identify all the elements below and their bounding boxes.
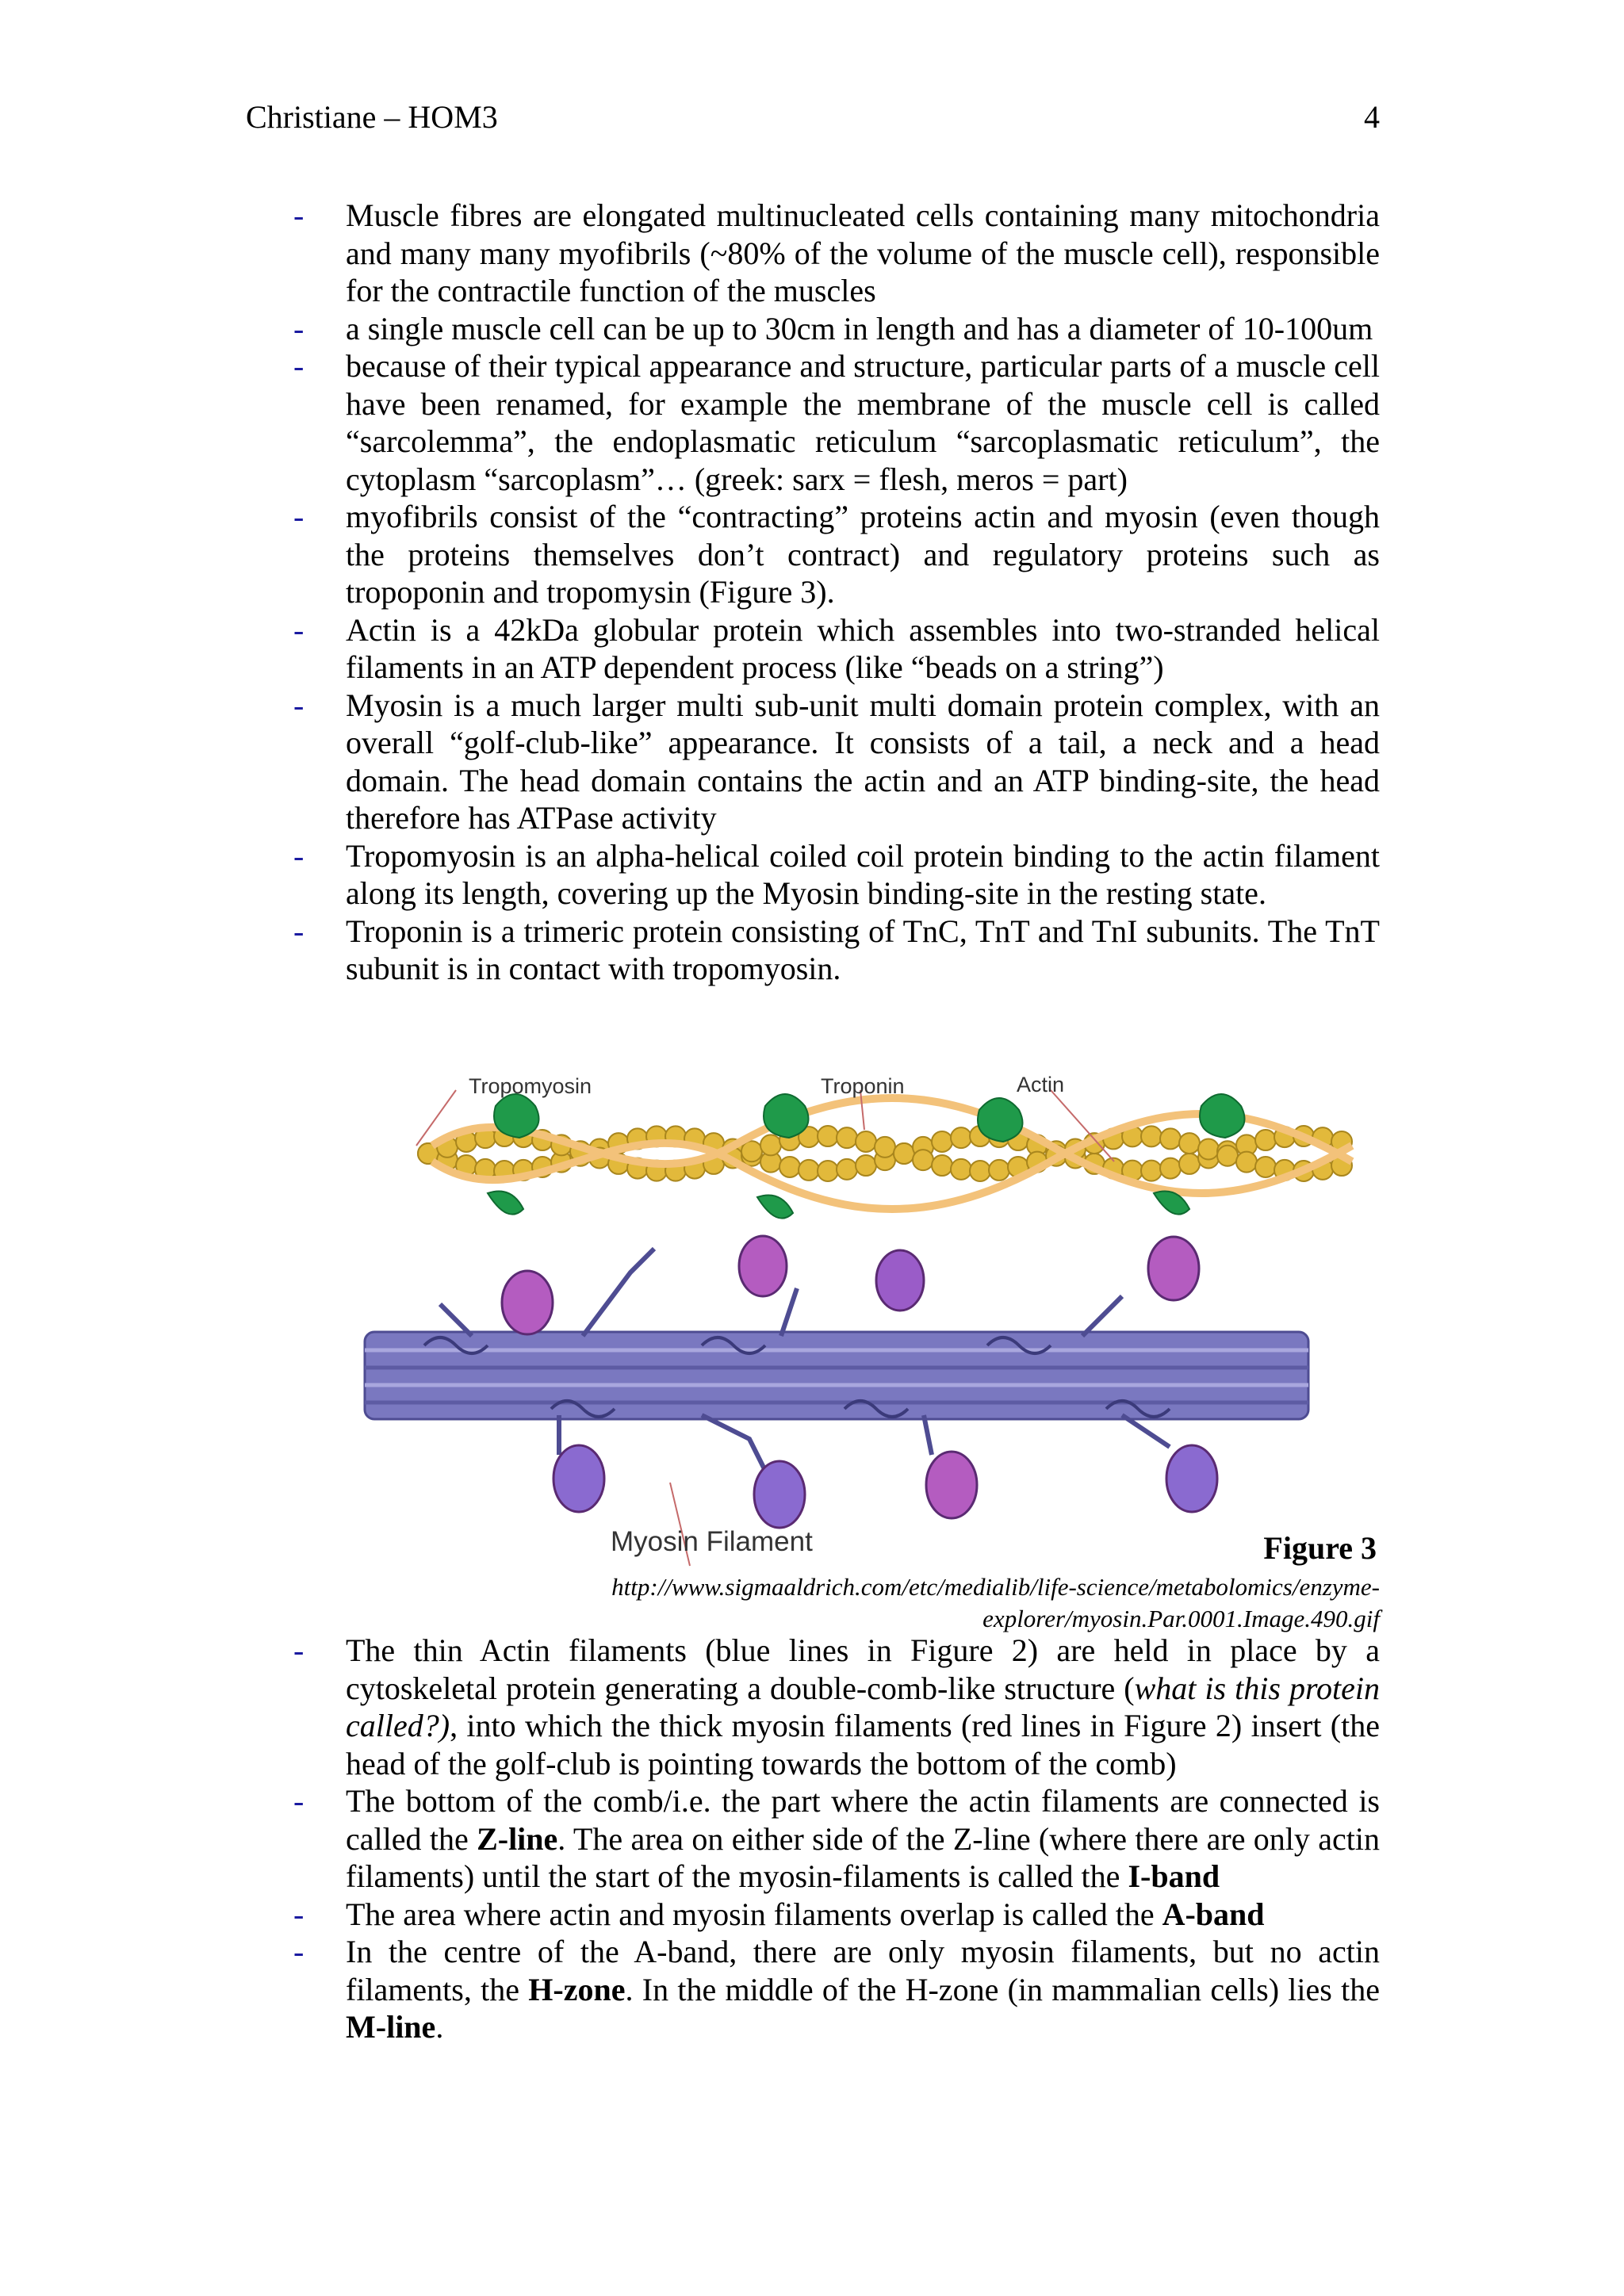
page-number: 4 bbox=[1364, 99, 1380, 135]
bullet-dash: - bbox=[293, 1783, 304, 1819]
list-item bbox=[246, 498, 1380, 611]
bullet-dash: - bbox=[293, 687, 304, 723]
text-run: The bottom of the comb/i.e. the part where the actin filaments are connected is called the bbox=[346, 1783, 1380, 1857]
actin-bead bbox=[1141, 1126, 1162, 1146]
list-item-text: myofibrils consist of the “contracting” proteins actin and myosin (even though the proteins themselves don’t contract) and regulatory proteins such as tropoponin and tropomysin (Figure 3). bbox=[346, 499, 1380, 610]
bullet-dash: - bbox=[293, 197, 304, 233]
actin-bead bbox=[894, 1143, 914, 1164]
header-author: Christiane – HOM3 bbox=[246, 99, 498, 135]
bullet-dash: - bbox=[293, 1896, 304, 1932]
term-z-line: Z-line bbox=[477, 1820, 558, 1857]
list-item bbox=[246, 1896, 1380, 1934]
bullet-dash: - bbox=[293, 913, 304, 949]
actin-bead bbox=[932, 1131, 952, 1152]
list-item bbox=[246, 837, 1380, 913]
actin-bead bbox=[779, 1157, 800, 1177]
label-tropomyosin: Tropomyosin bbox=[469, 1074, 592, 1098]
label-actin: Actin bbox=[1017, 1073, 1065, 1096]
actin-bead bbox=[818, 1126, 838, 1146]
text-run: The thin Actin filaments (blue lines in Figure 2) are held in place by a cytoskeletal protein generating a double-comb-like structure ( bbox=[346, 1632, 1380, 1706]
actin-bead bbox=[1160, 1158, 1181, 1179]
actin-bead bbox=[951, 1127, 971, 1148]
italic-question: what is this protein called?) bbox=[346, 1670, 1381, 1743]
term-a-band: A-band bbox=[1162, 1896, 1265, 1932]
list-item-text: because of their typical appearance and structure, particular parts of a muscle cell have been renamed, for example the membrane of the muscle cell is called “sarcolemma”, the endoplasmatic reticulum “sarcoplasmatic reticulum”, the cytoplasm “sarcoplasm”… (greek: sarx = flesh, meros = part) bbox=[346, 348, 1380, 497]
actin-bead bbox=[1141, 1161, 1162, 1181]
figure-3-illustration bbox=[289, 1050, 1380, 1633]
list-item-text: Troponin is a trimeric protein consisting of TnC, TnT and TnI subunits. The TnT subunit is in contact with tropomyosin. bbox=[346, 913, 1380, 986]
term-m-line: M-line bbox=[346, 2009, 436, 2045]
actin-bead bbox=[818, 1161, 838, 1181]
actin-bead bbox=[875, 1137, 895, 1158]
bullet-dash: - bbox=[293, 837, 304, 874]
list-item bbox=[246, 611, 1380, 687]
text-run: . In the middle of the H-zone (in mammalian cells) lies the bbox=[625, 1971, 1381, 2007]
myosin-filament bbox=[365, 1332, 1308, 1419]
list-item bbox=[246, 913, 1380, 988]
bullet-dash: - bbox=[293, 1934, 304, 1969]
actin-bead bbox=[913, 1150, 933, 1170]
figure-source-url: http://www.sigmaaldrich.com/etc/medialib/life-science/metabolomics/enzyme-explorer/myosin.Par.0001.Image.490.gif bbox=[611, 1573, 1380, 1632]
actin-bead bbox=[1255, 1130, 1276, 1150]
bullet-dash: - bbox=[293, 310, 304, 346]
actin-bead bbox=[970, 1161, 990, 1181]
text-run: In the centre of the A-band, there are only myosin filaments, but no actin filaments, the bbox=[346, 1934, 1380, 2007]
actin-bead bbox=[932, 1155, 952, 1176]
term-h-zone: H-zone bbox=[528, 1971, 626, 2007]
bullet-dash: - bbox=[293, 499, 304, 534]
list-item bbox=[246, 197, 1380, 310]
actin-bead bbox=[951, 1159, 971, 1180]
list-item bbox=[246, 310, 1380, 348]
actin-bead bbox=[1217, 1146, 1238, 1166]
actin-bead bbox=[856, 1131, 876, 1152]
list-item bbox=[246, 1933, 1380, 2046]
actin-bead bbox=[1255, 1157, 1276, 1177]
actin-bead bbox=[989, 1160, 1009, 1181]
actin-bead bbox=[1179, 1133, 1200, 1154]
text-run: , into which the thick myosin filaments (red lines in Figure 2) insert (the head of the golf-club is pointing towards the bottom of the comb) bbox=[346, 1708, 1380, 1781]
actin-bead bbox=[837, 1127, 857, 1148]
actin-bead bbox=[1236, 1152, 1257, 1173]
page-header bbox=[246, 94, 1380, 141]
text-run: . The area on either side of the Z-line (where there are only actin filaments) until the start of the myosin-filaments is called the bbox=[346, 1820, 1380, 1894]
list-item bbox=[246, 1632, 1380, 1782]
actin-bead bbox=[1179, 1154, 1200, 1174]
actin-bead bbox=[1160, 1128, 1181, 1149]
actin-bead bbox=[1198, 1139, 1219, 1160]
list-item bbox=[246, 347, 1380, 498]
list-item-text: Tropomyosin is an alpha-helical coiled coil protein binding to the actin filament along its length, covering up the Myosin binding-site in the resting state. bbox=[346, 837, 1380, 911]
term-i-band: I-band bbox=[1128, 1858, 1220, 1894]
list-item bbox=[246, 687, 1380, 837]
text-run: The area where actin and myosin filaments overlap is called the bbox=[346, 1896, 1162, 1932]
figure-caption: Figure 3 bbox=[1263, 1530, 1377, 1566]
list-item-text: a single muscle cell can be up to 30cm in length and has a diameter of 10-100um bbox=[346, 310, 1373, 346]
actin-myosin-diagram bbox=[289, 1050, 1380, 1633]
list-item-text: Myosin is a much larger multi sub-unit multi domain protein complex, with an overall “golf-club-like” appearance. It consists of a tail, a neck and a head domain. The head domain contains the actin and an ATP binding-site, the head therefore has ATPase activity bbox=[346, 687, 1380, 836]
label-myosin-filament: Myosin Filament bbox=[611, 1526, 813, 1557]
list-item bbox=[246, 1782, 1380, 1896]
bullet-dash: - bbox=[293, 611, 304, 648]
list-item-text: Actin is a 42kDa globular protein which assembles into two-stranded helical filaments in an ATP dependent process (like “beads on a string”) bbox=[346, 611, 1380, 685]
bullet-list-top bbox=[246, 197, 1380, 988]
bullet-list-bottom bbox=[246, 1632, 1380, 2046]
bullet-dash: - bbox=[293, 1632, 304, 1668]
actin-bead bbox=[837, 1159, 857, 1180]
text-run: . bbox=[435, 2009, 444, 2045]
actin-bead bbox=[856, 1155, 876, 1176]
bullet-dash: - bbox=[293, 348, 304, 384]
list-item-text: Muscle fibres are elongated multinucleated cells containing many mitochondria and many many myofibrils (~80% of the volume of the muscle cell), responsible for the contractile function of the muscles bbox=[346, 197, 1380, 308]
label-troponin: Troponin bbox=[821, 1074, 905, 1098]
actin-bead bbox=[799, 1160, 819, 1181]
actin-bead bbox=[741, 1141, 762, 1161]
actin-bead bbox=[760, 1135, 781, 1155]
